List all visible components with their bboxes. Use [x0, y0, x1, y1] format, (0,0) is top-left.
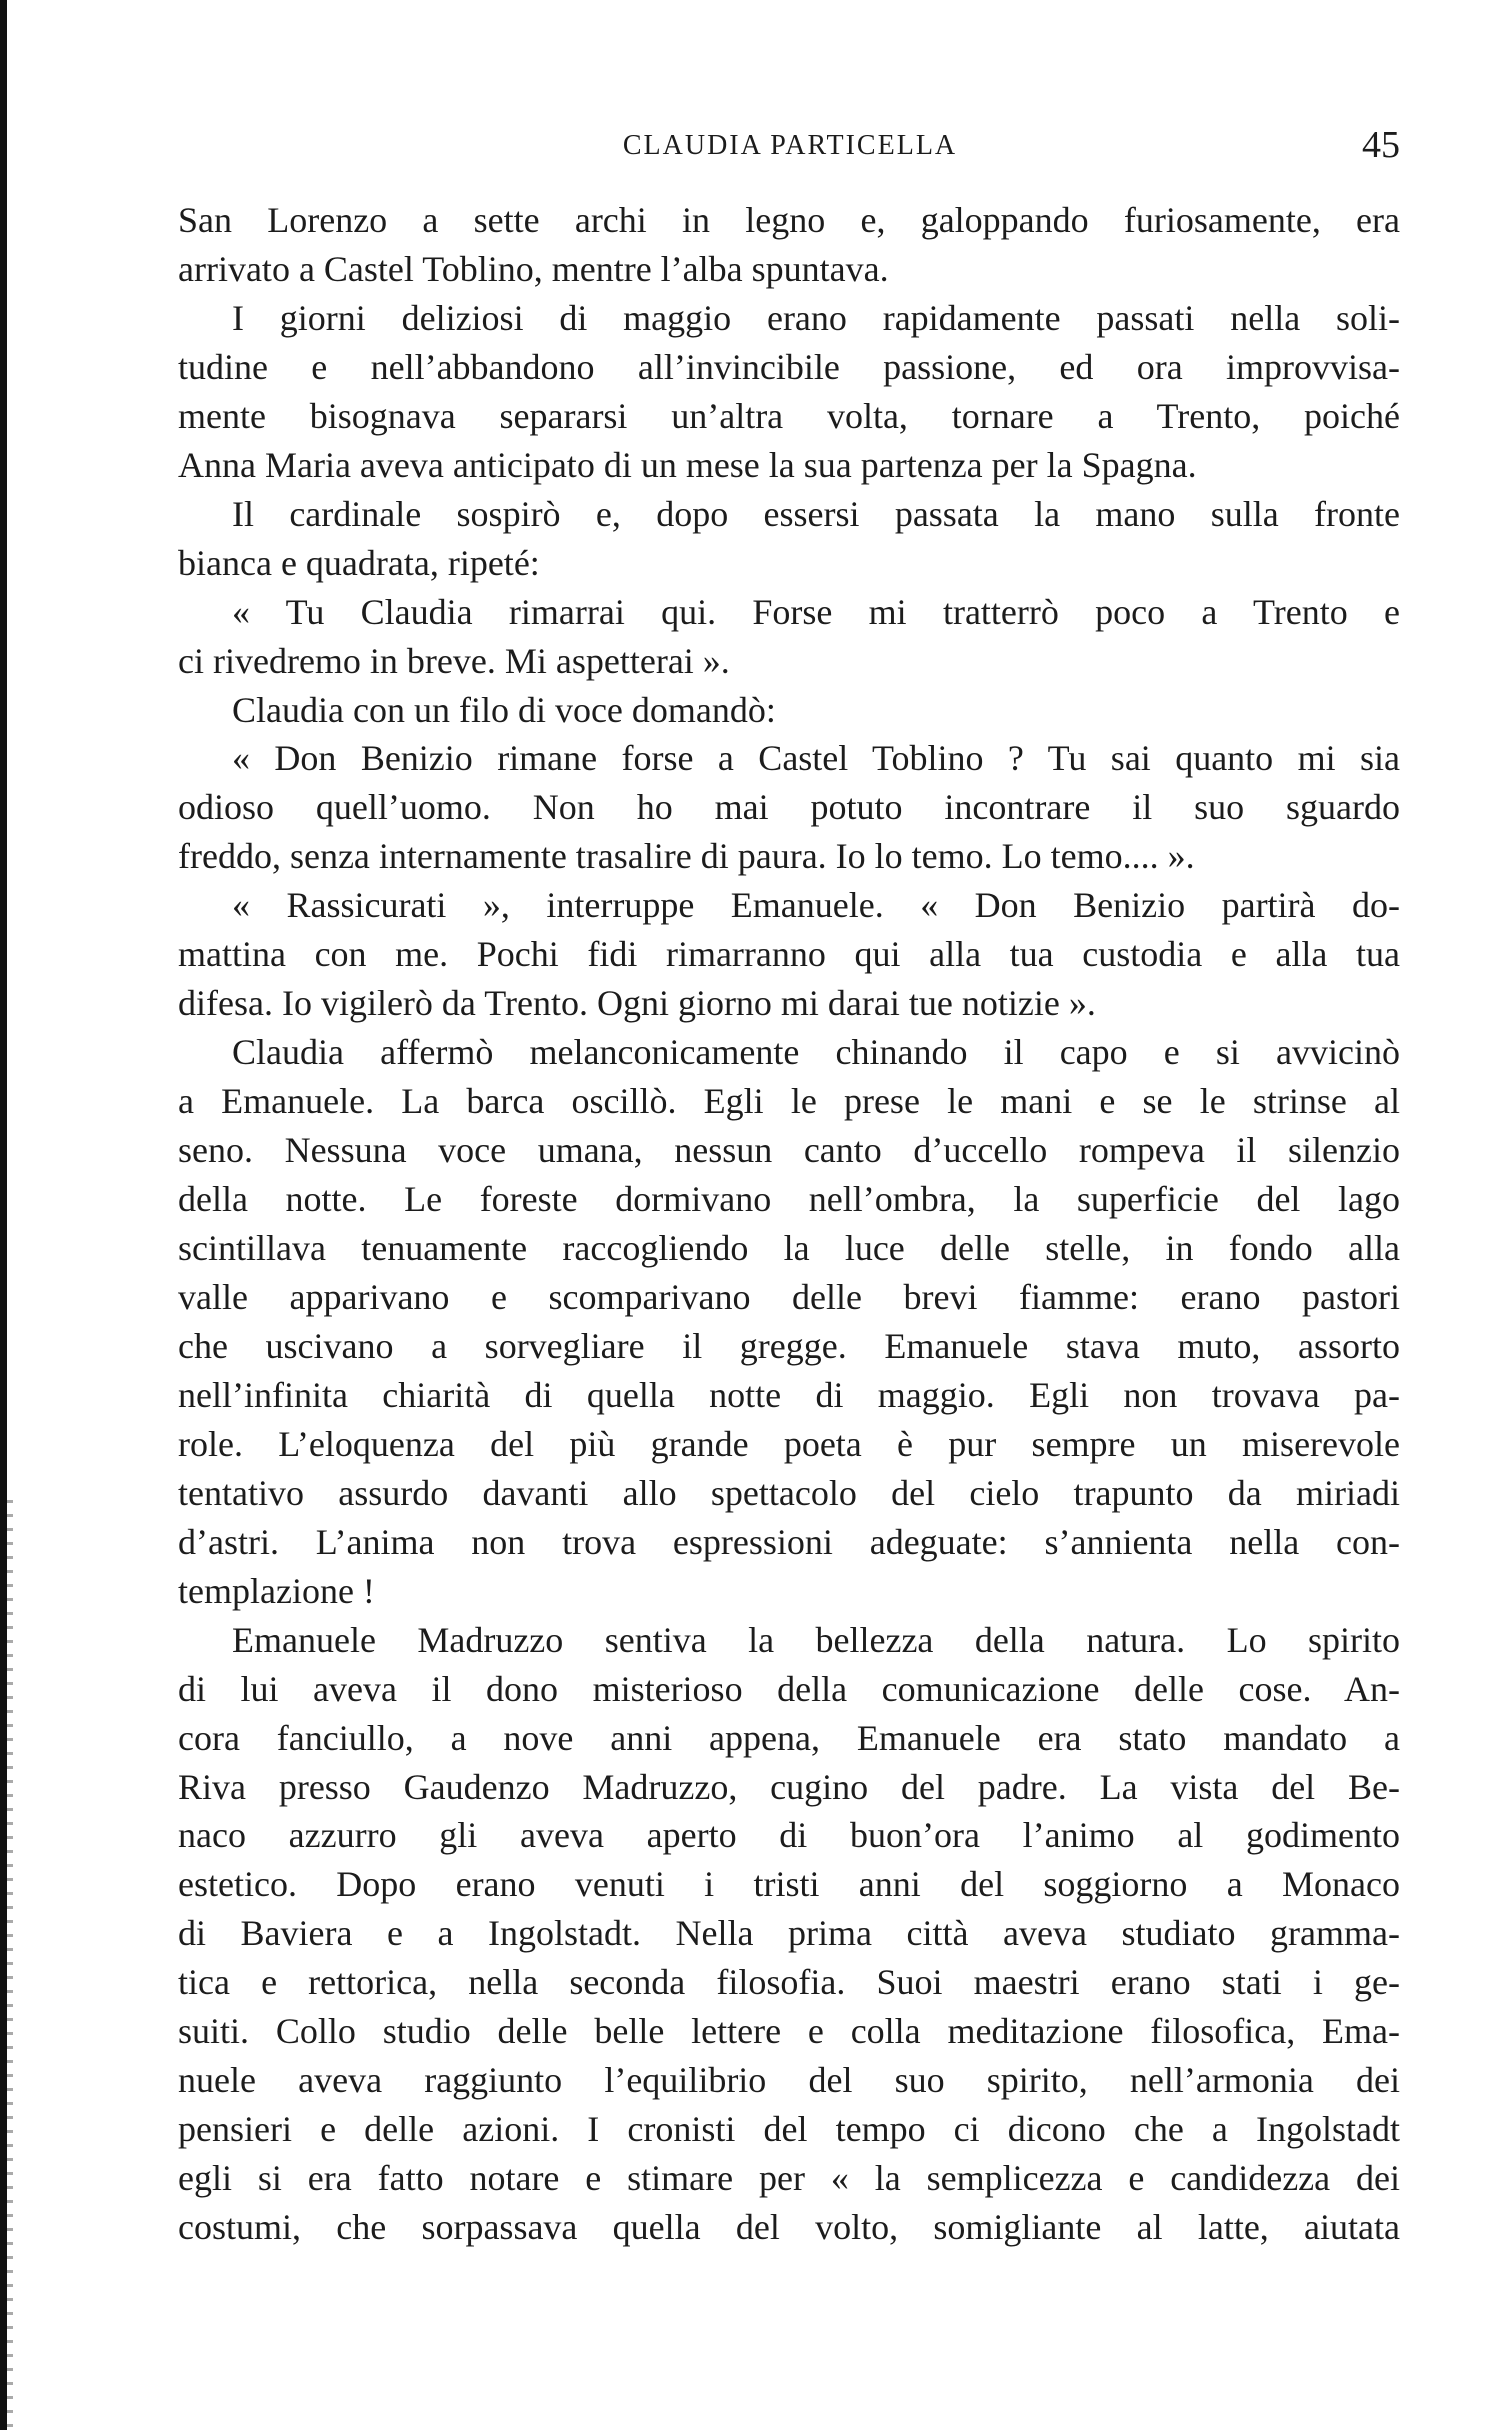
text-line: freddo, senza internamente trasalire di paura. Io lo temo. Lo temo.... ». — [178, 836, 1195, 877]
text-line: Claudia affermò melanconicamente chinando il capo e si avvicinò — [232, 1032, 1400, 1073]
text-line: « Don Benizio rimane forse a Castel Toblino ? Tu sai quanto mi sia — [232, 738, 1400, 779]
text-line: seno. Nessuna voce umana, nessun canto d’uccello rompeva il silenzio — [178, 1130, 1400, 1171]
text-line: templazione ! — [178, 1570, 375, 1611]
text-line: Il cardinale sospirò e, dopo essersi passata la mano sulla fronte — [232, 493, 1400, 534]
text-line: valle apparivano e scomparivano delle brevi fiamme: erano pastori — [178, 1276, 1400, 1317]
text-line: naco azzurro gli aveva aperto di buon’ora l’animo al godimento — [178, 1815, 1400, 1856]
text-line: d’astri. L’anima non trova espressioni adeguate: s’annienta nella con- — [178, 1521, 1400, 1562]
text-line: difesa. Io vigilerò da Trento. Ogni giorno mi darai tue notizie ». — [178, 983, 1096, 1024]
text-line: San Lorenzo a sette archi in legno e, galoppando furiosamente, era — [178, 200, 1400, 240]
page-number: 45 — [1362, 124, 1400, 166]
text-line: tudine e nell’abbandono all’invincibile passione, ed ora improvvisa- — [178, 346, 1400, 387]
text-line: della notte. Le foreste dormivano nell’ombra, la superficie del lago — [178, 1179, 1400, 1220]
page-spine-speckle — [7, 1500, 13, 2430]
running-title: CLAUDIA PARTICELLA — [622, 130, 958, 161]
body-text — [178, 196, 1400, 2252]
text-line: « Rassicurati », interruppe Emanuele. « Don Benizio partirà do- — [232, 885, 1400, 926]
text-line: pensieri e delle azioni. I cronisti del tempo ci dicono che a Ingolstadt — [178, 2109, 1400, 2150]
text-line: a Emanuele. La barca oscillò. Egli le prese le mani e se le strinse al — [178, 1081, 1400, 1122]
text-line: odioso quell’uomo. Non ho mai potuto incontrare il suo sguardo — [178, 787, 1400, 828]
text-line: Riva presso Gaudenzo Madruzzo, cugino del padre. La vista del Be- — [178, 1766, 1400, 1807]
text-line: ci rivedremo in breve. Mi aspetterai ». — [178, 640, 730, 681]
text-line: suiti. Collo studio delle belle lettere e colla meditazione filosofica, Ema- — [178, 2011, 1400, 2052]
text-line: « Tu Claudia rimarrai qui. Forse mi tratterrò poco a Trento e — [232, 591, 1400, 632]
text-line: egli si era fatto notare e stimare per « la semplicezza e candidezza dei — [178, 2158, 1400, 2199]
text-line: di lui aveva il dono misterioso della comunicazione delle cose. An- — [178, 1668, 1400, 1709]
text-line: mattina con me. Pochi fidi rimarranno qui alla tua custodia e alla tua — [178, 934, 1400, 975]
text-line: Emanuele Madruzzo sentiva la bellezza della natura. Lo spirito — [232, 1619, 1400, 1660]
text-line: nell’infinita chiarità di quella notte di maggio. Egli non trovava pa- — [178, 1374, 1400, 1415]
text-line: Anna Maria aveva anticipato di un mese la sua partenza per la Spagna. — [178, 444, 1197, 485]
text-line: I giorni deliziosi di maggio erano rapidamente passati nella soli- — [232, 297, 1400, 338]
text-line: di Baviera e a Ingolstadt. Nella prima città aveva studiato gramma- — [178, 1913, 1400, 1954]
text-line: estetico. Dopo erano venuti i tristi anni del soggiorno a Monaco — [178, 1864, 1400, 1905]
text-line: scintillava tenuamente raccogliendo la luce delle stelle, in fondo alla — [178, 1228, 1400, 1269]
text-line: bianca e quadrata, ripeté: — [178, 542, 540, 583]
text-line: nuele aveva raggiunto l’equilibrio del suo spirito, nell’armonia dei — [178, 2060, 1400, 2101]
text-line: role. L’eloquenza del più grande poeta è pur sempre un miserevole — [178, 1423, 1400, 1464]
text-line: tentativo assurdo davanti allo spettacolo del cielo trapunto da miriadi — [178, 1472, 1400, 1513]
text-line: Claudia con un filo di voce domandò: — [232, 689, 776, 730]
page-spine-edge — [0, 0, 7, 2430]
text-line: mente bisognava separarsi un’altra volta, tornare a Trento, poiché — [178, 395, 1400, 436]
text-line: cora fanciullo, a nove anni appena, Emanuele era stato mandato a — [178, 1717, 1400, 1758]
text-line: arrivato a Castel Toblino, mentre l’alba spuntava. — [178, 248, 889, 289]
text-line: tica e rettorica, nella seconda filosofia. Suoi maestri erano stati i ge- — [178, 1962, 1400, 2003]
text-line: che uscivano a sorvegliare il gregge. Emanuele stava muto, assorto — [178, 1325, 1400, 1366]
text-line: costumi, che sorpassava quella del volto, somigliante al latte, aiutata — [178, 2207, 1400, 2248]
